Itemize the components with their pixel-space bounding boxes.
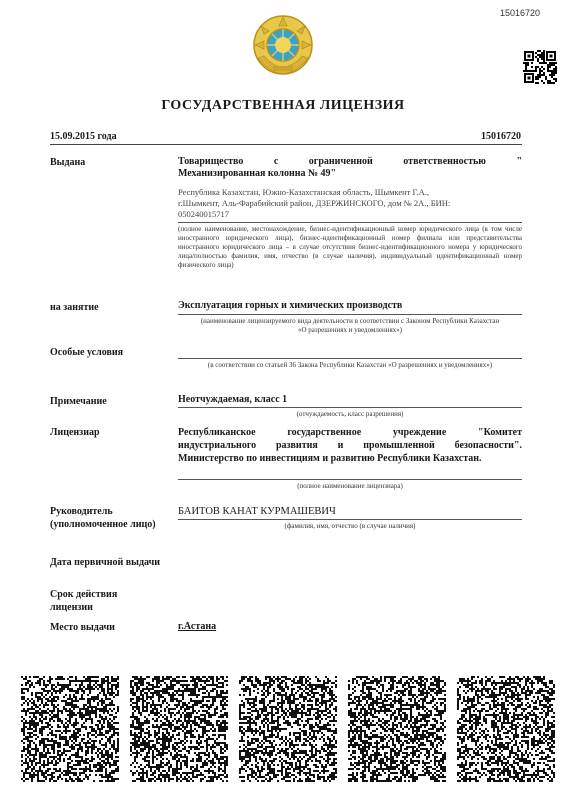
header-divider xyxy=(50,144,522,145)
special-conditions-note: (в соответствии со статьей 36 Закона Республики Казахстан «О разрешениях и уведомлениях») xyxy=(207,361,493,369)
head-underline xyxy=(178,519,522,520)
qr-code-icon xyxy=(21,676,119,782)
document-title: ГОСУДАРСТВЕННАЯ ЛИЦЕНЗИЯ xyxy=(161,98,405,113)
document-number: 15016720 xyxy=(499,8,540,18)
licensee-address-line2: г.Шымкент, Аль-Фарабийский район, ДЗЕРЖИНСКОГО, дом № 2А., БИН: xyxy=(178,198,451,208)
remark-label: Примечание xyxy=(50,396,107,407)
special-conditions-label: Особые условия xyxy=(50,347,124,358)
head-name: БАИТОВ КАНАТ КУРМАШЕВИЧ xyxy=(178,506,336,517)
activity-underline xyxy=(178,314,522,315)
head-label-line2: (уполномоченное лицо) xyxy=(50,519,156,530)
qr-code-icon xyxy=(130,676,228,782)
licensee-address-line3: 050240015717 xyxy=(178,209,229,219)
remark-note: (отчуждаемость, класс разрешения) xyxy=(296,410,404,418)
qr-code-icon xyxy=(348,676,446,782)
issue-date: 15.09.2015 года xyxy=(50,131,117,142)
activity-value: Эксплуатация горных и химических производств xyxy=(178,300,403,311)
head-label-line1: Руководитель xyxy=(50,506,113,517)
licensee-underline xyxy=(178,222,522,223)
licensee-address-line1: Республика Казахстан, Южно-Казахстанская область, Шымкент Г.А., xyxy=(178,187,429,197)
remark-value: Неотчуждаемая, класс 1 xyxy=(178,394,288,405)
licensor-line3: Министерство по инвестициям и развитию Республики Казахстан. xyxy=(178,453,482,464)
activity-label: на занятие xyxy=(50,302,99,313)
licensor-note: (полное наименование лицензиара) xyxy=(297,482,403,490)
licensee-name-line2: Механизированная колонна № 49" xyxy=(178,168,337,179)
place-label: Место выдачи xyxy=(50,622,115,633)
special-conditions-underline xyxy=(178,358,522,359)
qr-code-icon xyxy=(457,676,555,782)
licensor-line2: индустриального развития и промышленной безопасности". xyxy=(178,440,522,451)
issued-to-label: Выдана xyxy=(50,157,86,168)
licensor-line1: Республиканское государственное учреждение "Комитет xyxy=(178,427,522,438)
head-note: (фамилия, имя, отчество (в случае наличия) xyxy=(284,522,416,530)
licensor-label: Лицензиар xyxy=(50,427,100,438)
first-issue-label: Дата первичной выдачи xyxy=(50,557,161,568)
licensee-note: (полное наименование, местонахождение, бизнес-идентификационный номер юридического лица (в том числе иностранного юридического лица), бизнес-идентификационный номер филиала или представительства иностранного юридического лица – в случае отсутствия бизнес-идентификационного номера у юридического лица/полностью фамилия, имя, отчество (в случае наличия), индивидуальный идентификационный номер физического лица) xyxy=(178,225,522,269)
license-number: 15016720 xyxy=(481,131,521,142)
place-value: г.Астана xyxy=(178,621,217,632)
licensor-underline xyxy=(178,479,522,480)
state-emblem-icon xyxy=(252,14,314,76)
validity-label-line2: лицензии xyxy=(50,602,93,613)
qr-code-row xyxy=(21,676,555,782)
qr-code-icon xyxy=(239,676,337,782)
remark-underline xyxy=(178,407,522,408)
validity-label-line1: Срок действия xyxy=(50,589,118,600)
qr-code-icon xyxy=(523,50,557,84)
activity-note: (наименование лицензируемого вида деятельности в соответствии с Законом Республики Казахстан «О разрешениях и уведомлениях») xyxy=(200,317,500,334)
licensee-name-line1: Товарищество с ограниченной ответственностью " xyxy=(178,156,522,167)
